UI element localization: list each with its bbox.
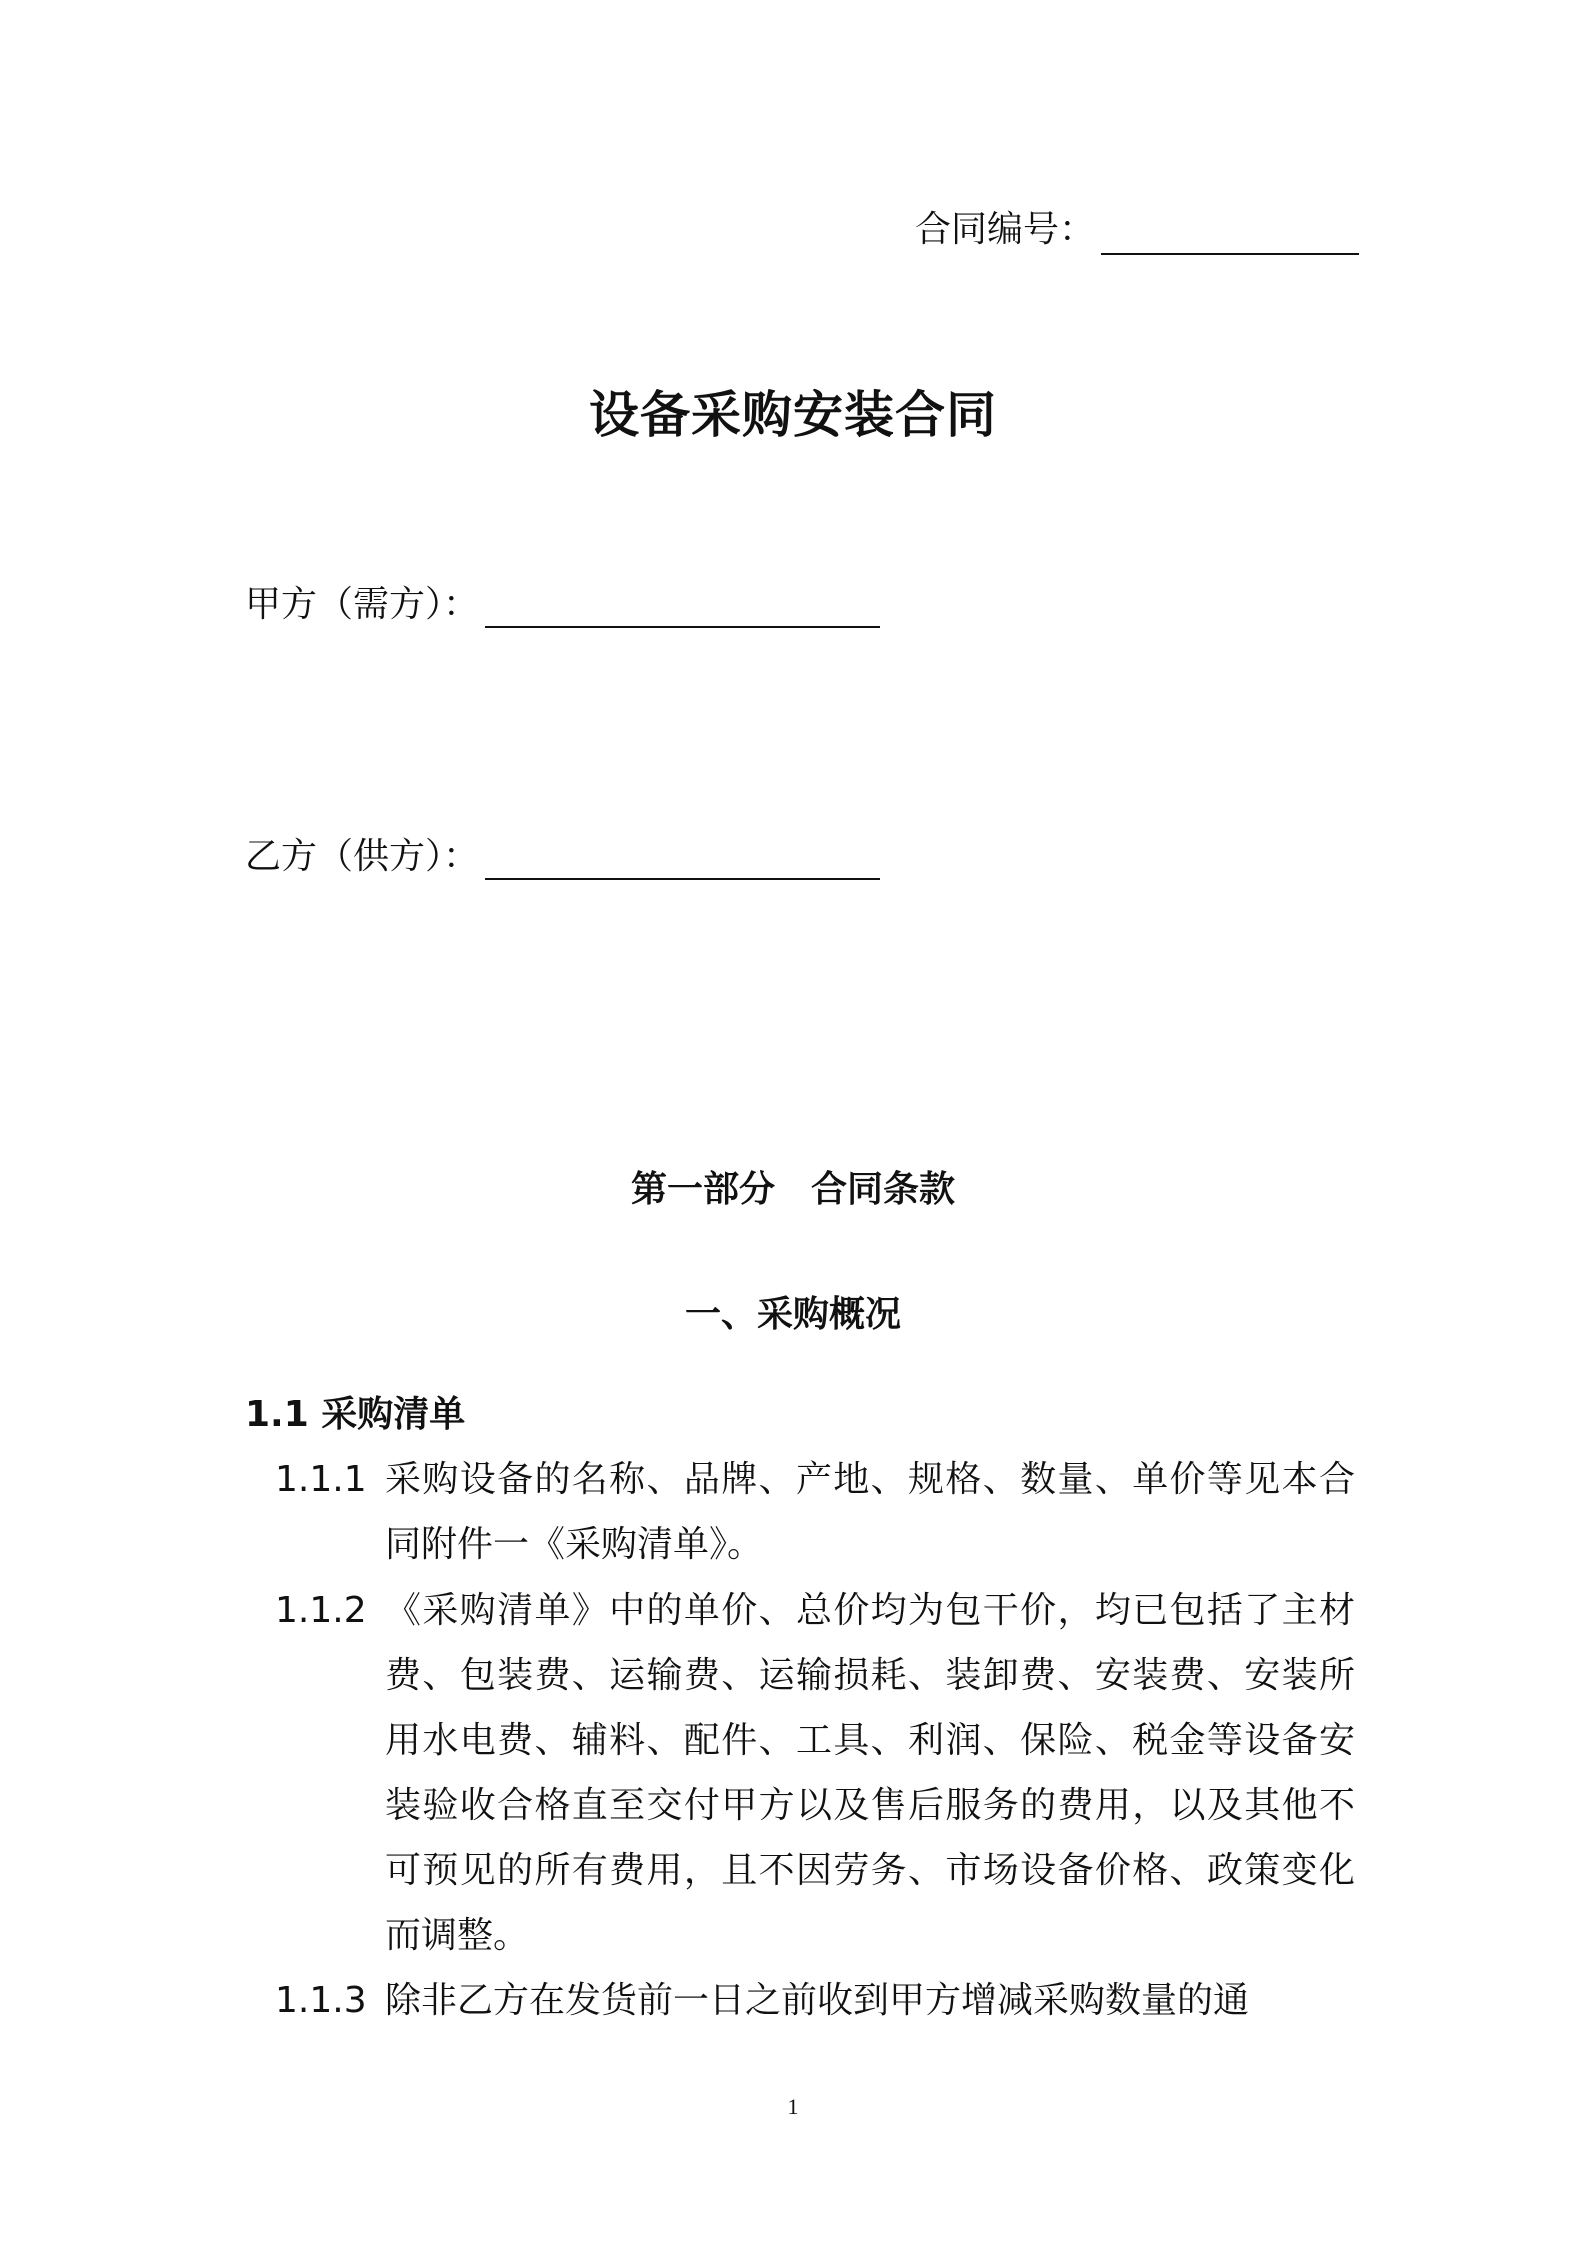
- clause-number: 1.1.1: [275, 1459, 367, 1500]
- clause-number: 1.1.3: [275, 1980, 367, 2021]
- part-name: 合同条款: [811, 1169, 956, 1210]
- clause-text: 《采购清单》中的单价、总价均为包干价，均已包括了主材费、包装费、运输费、运输损耗、装卸费、安装费、安装所用水电费、辅料、配件、工具、利润、保险、税金等设备安装验收合格直至交付甲方以及售后服务的费用，以及其他不可预见的所有费用，且不因劳务、市场设备价格、政策变化而调整。: [385, 1590, 1355, 1956]
- party-a-blank: [485, 626, 880, 628]
- clause-item: [275, 1968, 1355, 2033]
- clause-item: [275, 1578, 1355, 1968]
- contract-number-field: [915, 205, 1359, 255]
- part-heading: [0, 1165, 1586, 1215]
- party-b-label: 乙方（供方）：: [245, 836, 480, 877]
- party-a-label: 甲方（需方）：: [245, 584, 480, 625]
- subsection-heading: 1.1 采购清单: [245, 1394, 466, 1435]
- clause-text: 除非乙方在发货前一日之前收到甲方增减采购数量的通: [385, 1980, 1250, 2021]
- clause-number: 1.1.2: [275, 1590, 367, 1631]
- page-number: 1: [787, 2094, 799, 2119]
- part-label: 第一部分: [630, 1169, 775, 1210]
- document-title: 设备采购安装合同: [589, 386, 997, 444]
- clause-item: [275, 1447, 1355, 1577]
- party-b-field: [245, 832, 479, 882]
- contract-number-blank: [1101, 213, 1359, 255]
- contract-number-label: 合同编号：: [915, 209, 1096, 250]
- party-a-field: [245, 580, 479, 630]
- section-heading: 一、采购概况: [684, 1294, 901, 1335]
- clause-text: 采购设备的名称、品牌、产地、规格、数量、单价等见本合同附件一《采购清单》。: [385, 1459, 1355, 1565]
- party-b-blank: [485, 878, 880, 880]
